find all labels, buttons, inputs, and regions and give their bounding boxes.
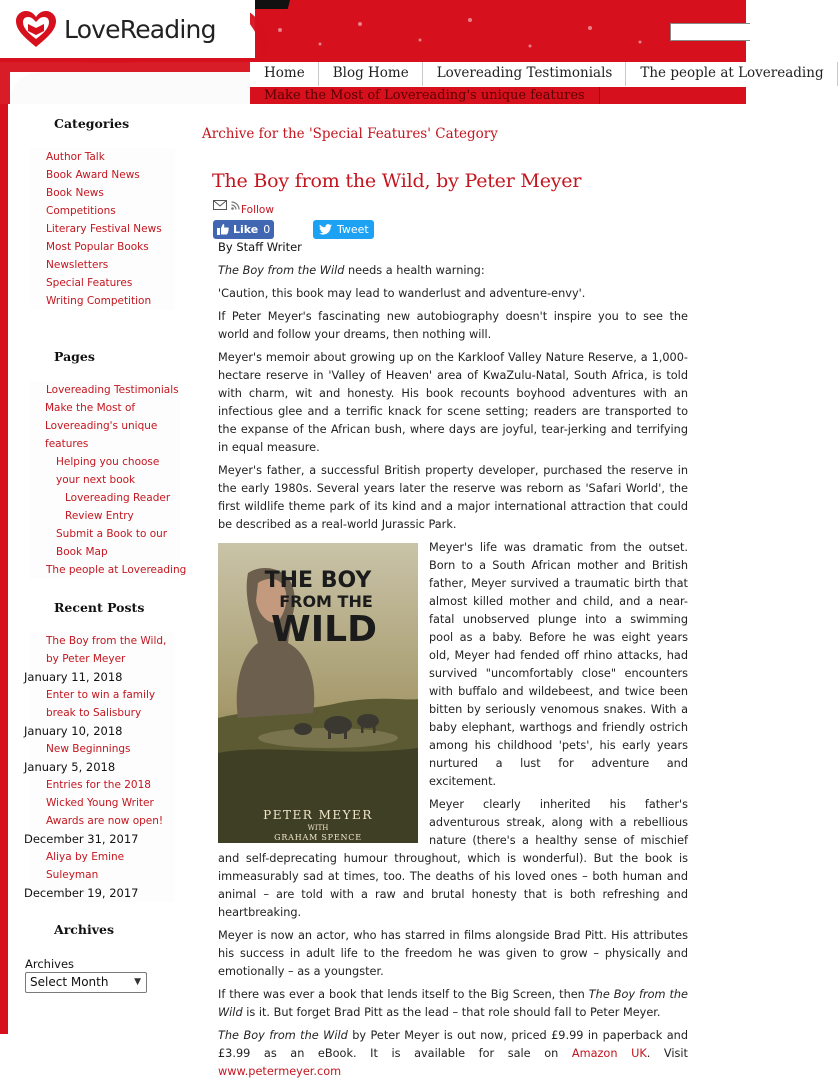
article-body (218, 262, 688, 1086)
recent-post-date: December 31, 2017 (24, 832, 139, 846)
book-title-italic: The Boy from the Wild (218, 264, 345, 277)
recent-post-date: December 19, 2017 (24, 886, 139, 900)
cover-author: PETER MEYER (263, 808, 373, 822)
book-title-italic: The Boy from the Wild (218, 1029, 348, 1042)
paragraph (218, 986, 688, 1022)
archive-title: Archive for the 'Special Features' Category (202, 126, 498, 142)
email-icon[interactable] (213, 200, 227, 210)
paragraph-text: by Peter Meyer is out now, priced £9.99 in paperback and £3.99 as an eBook. It is available for sale on (218, 1029, 688, 1060)
book-cover-image (218, 543, 418, 843)
heart-book-icon (14, 9, 58, 49)
page-link[interactable]: The people at Lovereading (46, 564, 187, 576)
archives-heading: Archives (54, 922, 114, 937)
paragraph: If Peter Meyer's fascinating new autobiography doesn't inspire you to see the world and follow your dreams, then nothing will. (218, 310, 688, 341)
recent-post-link[interactable]: Entries for the 2018 Wicked Young Writer Awards are now open! (46, 779, 164, 827)
recent-post-link[interactable]: New Beginnings (46, 743, 131, 755)
category-link[interactable]: Newsletters (46, 259, 109, 271)
like-count: 0 (263, 223, 271, 236)
category-link[interactable]: Most Popular Books (46, 241, 149, 253)
nav-blog-home[interactable]: Blog Home (319, 62, 423, 86)
left-frame-border (0, 104, 8, 1034)
page-link[interactable]: Helping you choose your next book (56, 456, 160, 486)
cover-title-line1: THE BOY (264, 568, 372, 593)
byline: By Staff Writer (218, 240, 302, 254)
nav-home[interactable]: Home (250, 62, 319, 86)
book-title-italic: The Boy from the Wild (218, 988, 688, 1019)
post-title[interactable]: The Boy from the Wild, by Peter Meyer (212, 170, 582, 192)
twitter-bird-icon (319, 224, 332, 235)
like-label: Like (233, 223, 259, 236)
nav-make-the-most[interactable]: Make the Most of Lovereading's unique features (250, 87, 600, 104)
cover-coauthor: GRAHAM SPENCE (274, 833, 362, 842)
page-link[interactable]: Submit a Book to our Book Map (56, 528, 168, 558)
category-link[interactable]: Book Award News (46, 169, 140, 181)
archives-label: Archives (25, 957, 75, 971)
recent-post-date: January 11, 2018 (24, 670, 123, 684)
nav-testimonials[interactable]: Lovereading Testimonials (423, 62, 627, 86)
categories-heading: Categories (54, 116, 130, 131)
paragraph (218, 1027, 688, 1081)
site-logo[interactable] (14, 8, 216, 50)
main-navigation (250, 62, 838, 86)
paragraph-text: is it. But forget Brad Pitt as the lead – that role should fall to Peter Meyer. (242, 1006, 661, 1019)
recent-posts-list (24, 632, 175, 902)
chevron-down-icon: ▼ (134, 977, 141, 987)
recent-post-link[interactable]: The Boy from the Wild, by Peter Meyer (46, 635, 167, 665)
amazon-uk-link[interactable]: Amazon UK (571, 1047, 647, 1060)
page-link[interactable]: Lovereading Testimonials (46, 384, 179, 396)
logo-text: LoveReading (64, 14, 216, 44)
paragraph-text: If there was ever a book that lends itself to the Big Screen, then (218, 988, 589, 1001)
follow-link[interactable]: Follow (241, 204, 274, 216)
book-cover-art (218, 543, 418, 843)
recent-posts-heading: Recent Posts (54, 600, 145, 615)
category-link[interactable]: Competitions (46, 205, 116, 217)
facebook-like-button[interactable] (213, 220, 274, 239)
recent-post-link[interactable]: Aliya by Emine Suleyman (46, 851, 125, 881)
paragraph: Meyer clearly inherited his father's adventurous streak, along with a rebellious nature (there's a healthy sense of mischief and self-deprecating humour throughout, which is wonderful). But the book is immeasurably sad at times, too. The deaths of his loved ones – both human and animal – are told with a raw and brutal honesty that is both refreshing and heartbreaking. (218, 798, 688, 919)
paragraph (218, 262, 688, 280)
site-header (0, 0, 824, 104)
archives-select-value: Select Month (30, 975, 109, 989)
recent-post-date: January 10, 2018 (24, 724, 123, 738)
tweet-button[interactable] (313, 220, 374, 239)
paragraph: 'Caution, this book may lead to wanderlust and adventure-envy'. (218, 287, 586, 300)
pages-heading: Pages (54, 349, 95, 364)
pages-list (30, 381, 187, 579)
tweet-label: Tweet (337, 223, 369, 236)
rss-icon[interactable] (231, 201, 240, 210)
cover-with: WITH (307, 824, 329, 832)
category-link[interactable]: Book News (46, 187, 104, 199)
cover-title-line3: WILD (271, 609, 377, 650)
categories-list (30, 148, 175, 310)
petermeyer-website-link[interactable]: www.petermeyer.com (218, 1065, 342, 1078)
sub-navigation (250, 87, 746, 104)
category-link[interactable]: Author Talk (46, 151, 105, 163)
category-link[interactable]: Special Features (46, 277, 133, 289)
search-input[interactable] (670, 23, 750, 41)
paragraph: Meyer's father, a successful British property developer, purchased the reserve in the early 1980s. Several years later the reserve was reborn as 'Safari World', the first wildlife theme park of its kind and a major international attraction that could be described as a real-world Jurassic Park. (218, 464, 688, 531)
page-link[interactable]: Make the Most of Lovereading's unique features (45, 402, 158, 450)
recent-post-link[interactable]: Enter to win a family break to Salisbury (46, 689, 156, 719)
paragraph: Meyer's memoir about growing up on the Karkloof Valley Nature Reserve, a 1,000-hectare reserve in 'Valley of Heaven' area of KwaZulu-Natal, South Africa, is told with charm, wit and honesty. His book recounts boyhood adventures with an infectious glee and a terrific knack for scene setting; readers are transported to the expanse of the African bush, where days are joyful, tear-jerking and terrifying in equal measure. (218, 351, 688, 454)
thumbs-up-icon (217, 224, 229, 235)
paragraph-text: . Visit (646, 1047, 688, 1060)
page-link[interactable]: Lovereading Reader Review Entry (65, 492, 171, 522)
category-link[interactable]: Literary Festival News (46, 223, 162, 235)
paragraph-text: needs a health warning: (344, 264, 485, 277)
recent-post-date: January 5, 2018 (24, 760, 116, 774)
archives-month-select[interactable] (25, 972, 147, 993)
cover-title-line2: FROM THE (279, 592, 373, 611)
paragraph: Meyer is now an actor, who has starred in films alongside Brad Pitt. His attributes his success in adult life to the freedom he was given to grow – physically and emotionally – as a youngster. (218, 929, 688, 978)
nav-people[interactable]: The people at Lovereading (626, 62, 837, 86)
paragraph: Meyer's life was dramatic from the outset. Born to a South African mother and British father, Meyer survived a traumatic birth that almost killed mother and child, and a near-fatal unobserved plunge into a swimming pool as a baby. Before he was eight years old, Meyer had fended off rhino attacks, had survived "uncomfortably close" encounters with buffalo and wildebeest, and twice been bitten by seriously venomous snakes. With a baby elephant, warthogs and friendly ostrich among his childhood 'pets', his early years nurtured a lust for adventure and excitement. (429, 541, 688, 788)
category-link[interactable]: Writing Competition (46, 295, 152, 307)
